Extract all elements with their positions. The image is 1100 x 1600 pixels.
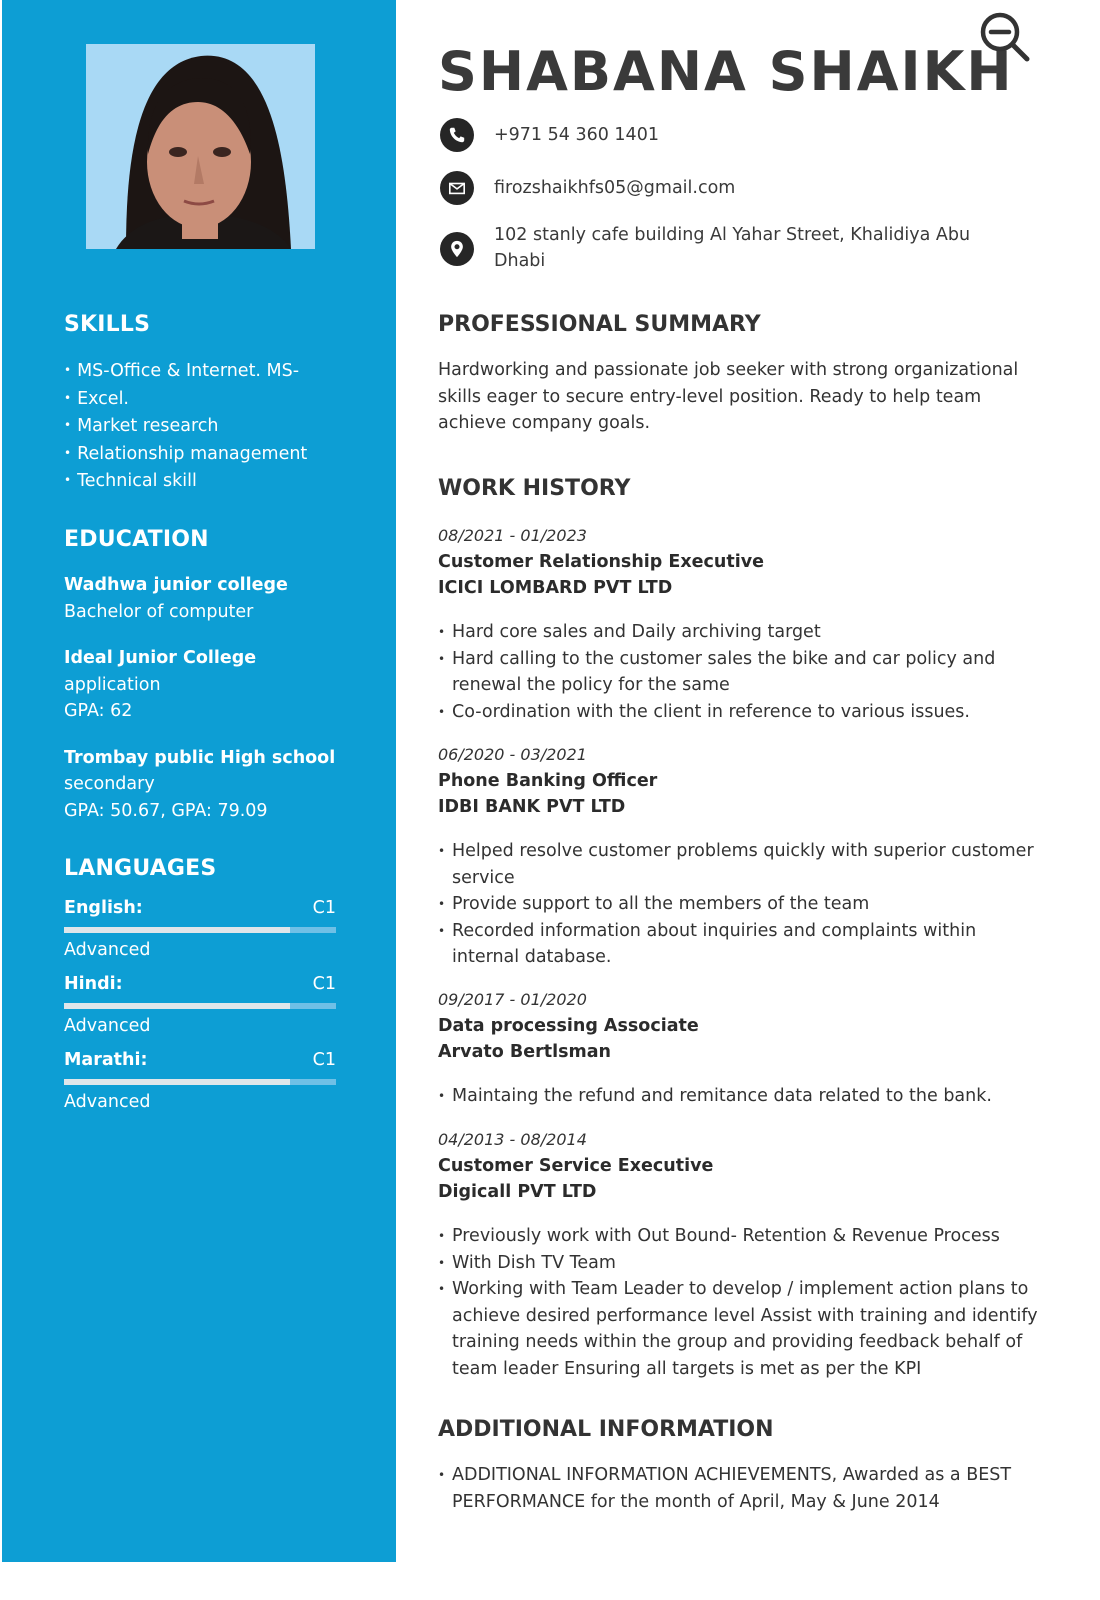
language-level: C1 [312,898,336,918]
languages-heading: LANGUAGES [64,856,217,881]
job-bullet: • Hard core sales and Daily archiving target [438,619,1038,646]
job-bullets [438,619,1038,725]
contact-phone [440,118,1004,152]
skill-item: • Excel. [64,385,354,413]
education-gpa: GPA: 50.67, GPA: 79.09 [64,800,268,821]
envelope-icon [440,171,474,205]
job-company: ICICI LOMBARD PVT LTD [438,578,673,598]
language-description: Advanced [64,940,151,960]
job-entry [438,523,1038,725]
job-dates: 04/2013 - 08/2014 [438,1130,587,1149]
job-bullet: • Maintaing the refund and remitance data related to the bank. [438,1083,1038,1110]
job-title: Data processing Associate [438,1016,699,1036]
language-proficiency-bar [64,1079,336,1085]
education-heading: EDUCATION [64,527,209,552]
job-bullet: • Working with Team Leader to develop / implement action plans to achieve desired performance level Assist with training and identify training needs within the group and providing feedback behalf of team leader Ensuring all targets is met as per the KPI [438,1276,1038,1382]
job-bullet: • Recorded information about inquiries and complaints within internal database. [438,918,1038,971]
candidate-name: SHABANA SHAIKH [438,40,1014,103]
language-item [64,1047,336,1115]
contact-email [440,171,1004,205]
summary-text: Hardworking and passionate job seeker with strong organizational skills eager to secure entry-level position. Ready to help team achieve company goals. [438,360,1019,433]
location-pin-icon [440,232,474,266]
language-name: Marathi: [64,1050,148,1070]
job-dates: 08/2021 - 01/2023 [438,526,587,545]
language-item [64,895,336,963]
job-entry [438,742,1038,971]
job-entry [438,1127,1038,1382]
job-bullet: • Provide support to all the members of the team [438,891,1038,918]
language-description: Advanced [64,1016,151,1036]
skill-item: • Relationship management [64,440,354,468]
summary-heading: PROFESSIONAL SUMMARY [438,312,761,337]
education-school: Trombay public High school [64,747,336,768]
additional-info-bullet: • ADDITIONAL INFORMATION ACHIEVEMENTS, Awarded as a BEST PERFORMANCE for the month of April, May & June 2014 [438,1462,1038,1515]
education-detail: secondary [64,774,155,794]
job-bullet: • Hard calling to the customer sales the bike and car policy and renewal the policy for the same [438,646,1038,699]
job-dates: 06/2020 - 03/2021 [438,745,587,764]
address-text: 102 stanly cafe building Al Yahar Street, Khalidiya Abu Dhabi [494,225,971,271]
job-title: Phone Banking Officer [438,771,658,791]
zoom-out-icon[interactable] [976,8,1032,64]
work-history-heading-wrap [438,476,1038,501]
sidebar [2,0,396,1562]
languages-section [64,856,354,1115]
language-name: Hindi: [64,974,123,994]
language-name: English: [64,898,143,918]
phone-icon [440,118,474,152]
job-company: Arvato Bertlsman [438,1042,611,1062]
summary-section [438,312,1038,437]
work-history-heading: WORK HISTORY [438,476,631,501]
skill-item: • Technical skill [64,467,354,495]
job-bullets [438,1223,1038,1382]
language-proficiency-fill [64,1003,290,1009]
education-item [64,572,354,625]
education-detail: application [64,674,161,695]
email-address: firozshaikhfs05@gmail.com [494,178,736,198]
job-title: Customer Service Executive [438,1156,714,1176]
education-detail: Bachelor of computer [64,601,254,622]
job-bullet: • With Dish TV Team [438,1250,1038,1277]
skill-item: • MS-Office & Internet. MS- [64,357,354,385]
language-item [64,971,336,1039]
education-gpa: GPA: 62 [64,701,133,721]
job-title: Customer Relationship Executive [438,552,765,572]
phone-number: +971 54 360 1401 [494,125,659,145]
contact-address [440,222,1004,274]
education-school: Ideal Junior College [64,648,257,668]
language-proficiency-fill [64,927,290,933]
language-level: C1 [312,974,336,994]
job-bullet: • Helped resolve customer problems quickly with superior customer service [438,838,1038,891]
education-section [64,527,354,824]
language-proficiency-fill [64,1079,290,1085]
job-bullets [438,1083,1038,1110]
job-company: Digicall PVT LTD [438,1182,597,1202]
language-proficiency-bar [64,927,336,933]
job-bullet: • Previously work with Out Bound- Retention & Revenue Process [438,1223,1038,1250]
skills-section [64,312,354,495]
education-school: Wadhwa junior college [64,575,288,595]
job-bullets [438,838,1038,971]
job-entry [438,987,1038,1110]
job-bullet: • Co-ordination with the client in reference to various issues. [438,699,1038,726]
education-item [64,745,354,825]
skills-heading: SKILLS [64,312,151,337]
skills-list [64,357,354,495]
job-company: IDBI BANK PVT LTD [438,797,626,817]
skill-item: • Market research [64,412,354,440]
job-dates: 09/2017 - 01/2020 [438,990,587,1009]
additional-info-heading: ADDITIONAL INFORMATION [438,1417,774,1442]
language-level: C1 [312,1050,336,1070]
additional-info-bullets [438,1462,1038,1515]
profile-photo [86,44,315,249]
language-description: Advanced [64,1092,151,1112]
additional-info-section [438,1417,1038,1515]
education-item [64,645,354,725]
language-proficiency-bar [64,1003,336,1009]
